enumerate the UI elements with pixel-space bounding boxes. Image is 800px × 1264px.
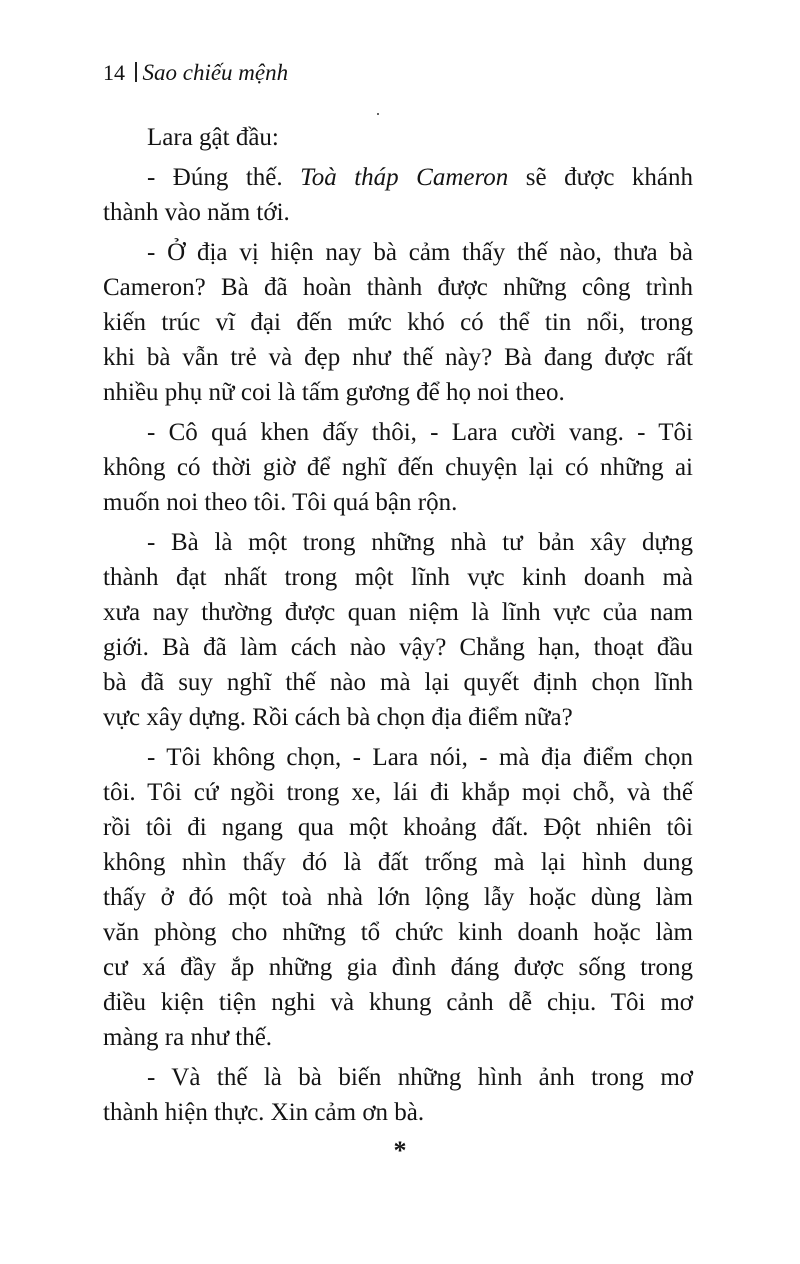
paragraph — [103, 160, 693, 230]
text-line: kiến trúc vĩ đại đến mức khó có thể tin nổi, trong — [103, 309, 693, 336]
italic-text: Toà tháp Cameron — [300, 164, 509, 191]
book-title: Sao chiếu mệnh — [142, 60, 289, 85]
text-line: bà đã suy nghĩ thế nào mà lại quyết định chọn lĩnh — [103, 669, 693, 696]
paragraph — [103, 525, 693, 735]
text-line: thành hiện thực. Xin cảm ơn bà. — [103, 1099, 425, 1126]
text-line: - Cô quá khen đấy thôi, - Lara cười vang. - Tôi — [147, 419, 693, 446]
text-line: giới. Bà đã làm cách nào vậy? Chẳng hạn, thoạt đầu — [103, 634, 693, 661]
body-text — [103, 120, 693, 1135]
paragraph — [103, 740, 693, 1055]
text-line: xưa nay thường được quan niệm là lĩnh vực của nam — [103, 599, 693, 626]
text-line: rồi tôi đi ngang qua một khoảng đất. Đột nhiên tôi — [103, 814, 693, 841]
text-line: - Ở địa vị hiện nay bà cảm thấy thế nào, thưa bà — [147, 239, 693, 266]
text-line: Lara gật đầu: — [147, 124, 279, 151]
text-line: thành vào năm tới. — [103, 199, 290, 226]
paragraph — [103, 1060, 693, 1130]
text-line: muốn noi theo tôi. Tôi quá bận rộn. — [103, 489, 458, 516]
section-break: * — [393, 1136, 407, 1165]
text-line: văn phòng cho những tổ chức kinh doanh hoặc làm — [103, 919, 693, 946]
paragraph — [103, 415, 693, 520]
text-line: - Tôi không chọn, - Lara nói, - mà địa điểm chọn — [147, 744, 693, 771]
text-line: - Bà là một trong những nhà tư bản xây dựng — [147, 529, 693, 556]
text-line: vực xây dựng. Rồi cách bà chọn địa điểm nữa? — [103, 704, 573, 731]
paragraph — [103, 120, 693, 155]
text-line: tôi. Tôi cứ ngồi trong xe, lái đi khắp mọi chỗ, và thế — [103, 779, 693, 806]
text-line: - Và thế là bà biến những hình ảnh trong mơ — [147, 1064, 693, 1091]
text-line: điều kiện tiện nghi và khung cảnh dễ chịu. Tôi mơ — [103, 989, 693, 1016]
page-number: 14 — [103, 60, 125, 85]
text-line: không nhìn thấy đó là đất trống mà lại hình dung — [103, 849, 693, 876]
paragraph — [103, 235, 693, 410]
text-line — [103, 160, 693, 195]
text-line: màng ra như thế. — [103, 1024, 273, 1051]
text-segment: sẽ được khánh — [508, 164, 694, 191]
text-line: khi bà vẫn trẻ và đẹp như thế này? Bà đang được rất — [103, 344, 693, 371]
text-line: thành đạt nhất trong một lĩnh vực kinh doanh mà — [103, 564, 693, 591]
print-speck — [377, 113, 379, 115]
text-line: cư xá đầy ắp những gia đình đáng được sống trong — [103, 954, 693, 981]
header-divider — [135, 62, 137, 82]
text-line: không có thời giờ để nghĩ đến chuyện lại có những ai — [103, 454, 693, 481]
text-line: Cameron? Bà đã hoàn thành được những công trình — [103, 274, 693, 301]
text-line: thấy ở đó một toà nhà lớn lộng lẫy hoặc dùng làm — [103, 884, 693, 911]
text-segment: - Đúng thế. — [147, 164, 301, 191]
running-header — [103, 60, 288, 86]
text-line: nhiều phụ nữ coi là tấm gương để họ noi theo. — [103, 379, 565, 406]
